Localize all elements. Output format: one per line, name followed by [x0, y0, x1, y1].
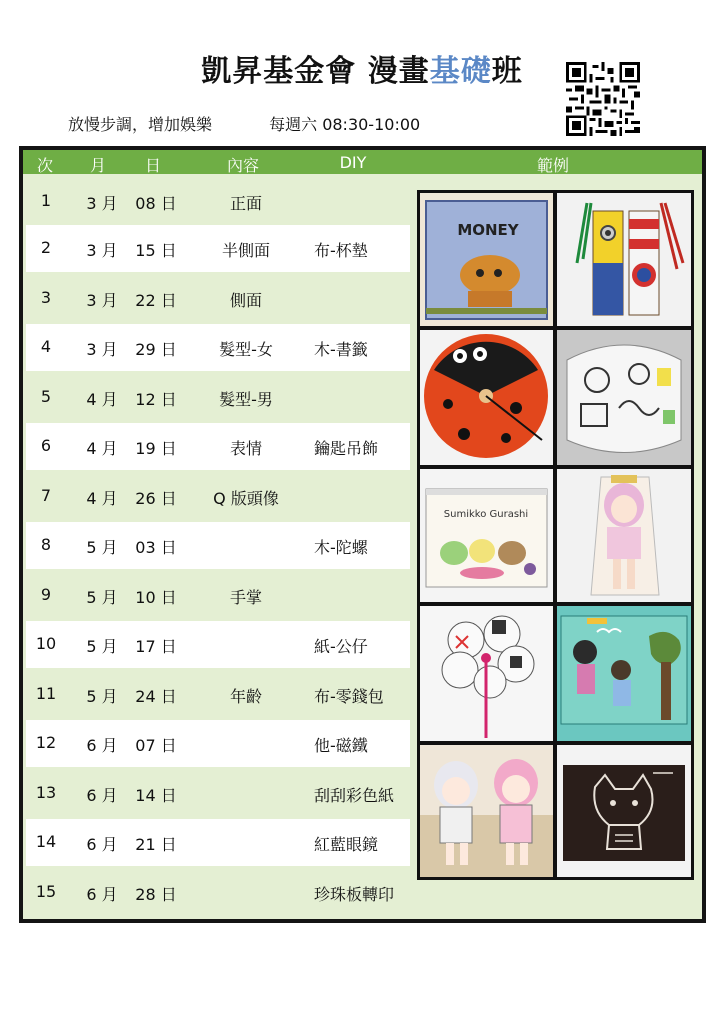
svg-text:Sumikko Gurashi: Sumikko Gurashi	[443, 509, 529, 520]
tagline: 放慢步調，增加娛樂	[68, 115, 213, 134]
col-header-day: 日	[144, 156, 161, 175]
col-header-month: 月	[89, 156, 106, 175]
example-paper-figure-image	[557, 469, 691, 602]
example-scratch-art-image	[557, 745, 691, 877]
table-row: 8 5 月 03 日 木-陀螺	[26, 522, 410, 569]
table-row: 1 3 月 08 日 正面	[40, 191, 262, 213]
svg-text:MONEY: MONEY	[457, 221, 519, 239]
example-bookmark-image	[557, 193, 691, 326]
example-age-drawing-image	[557, 606, 691, 741]
table-row: 15 6 月 28 日 珍珠板轉印	[35, 882, 395, 904]
example-spinning-top-image	[420, 330, 553, 465]
table-row: 2 3 月 15 日 半側面 布-杯墊	[26, 225, 410, 272]
subtitle	[68, 112, 420, 135]
example-pinwheel-image	[420, 606, 553, 741]
col-header-diy: DIY	[339, 153, 367, 172]
class-schedule: 每週六 08:30-10:00	[269, 115, 421, 134]
page-title: 凱昇基金會 漫畫基礎班	[201, 54, 523, 89]
table-row: 9 5 月 10 日 手掌	[40, 585, 262, 607]
table-row: 5 4 月 12 日 髮型-男	[40, 387, 273, 409]
table-row: 4 3 月 29 日 髮型-女 木-書籤	[26, 324, 410, 371]
table-row: 13 6 月 14 日 刮刮彩色紙	[35, 783, 395, 805]
col-header-content: 內容	[226, 156, 259, 175]
example-coaster-image	[420, 193, 553, 326]
table-header	[23, 150, 702, 174]
table-row: 3 3 月 22 日 側面	[40, 288, 262, 310]
course-table	[19, 146, 706, 923]
table-row: 7 4 月 26 日 Q 版頭像	[40, 486, 279, 508]
example-paper-doll-image	[420, 745, 553, 877]
table-row: 6 4 月 19 日 表情 鑰匙吊飾	[26, 423, 410, 470]
table-row: 10 5 月 17 日 紙-公仔	[26, 621, 410, 668]
table-row: 14 6 月 21 日 紅藍眼鏡	[26, 819, 410, 866]
example-pouch-image	[420, 469, 553, 602]
example-gallery	[417, 190, 694, 880]
example-keychain-image	[557, 330, 691, 465]
qr-code[interactable]	[566, 62, 640, 136]
col-header-examples: 範例	[536, 156, 569, 175]
col-header-session: 次	[36, 156, 53, 175]
table-row: 12 6 月 07 日 他-磁鐵	[26, 720, 410, 767]
table-row: 11 5 月 24 日 年齡 布-零錢包	[35, 684, 384, 706]
